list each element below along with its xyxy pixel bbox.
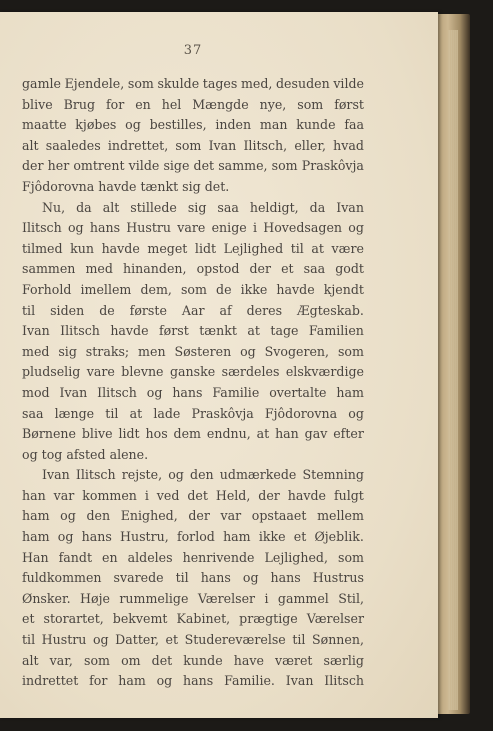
book-page-edge-texture <box>448 30 458 710</box>
text-line: til Hustru og Datter, et Studereværelse til Sønnen, <box>22 632 364 648</box>
text-line: Han fandt en aldeles henrivende Lejlighed, som <box>22 549 364 565</box>
text-line: saa længe til at lade Praskôvja Fjôdorovna og <box>22 405 364 421</box>
text-line: Nu, da alt stillede sig saa heldigt, da Ivan <box>42 199 364 215</box>
text-line: gamle Ejendele, som skulde tages med, desuden vilde <box>22 76 364 91</box>
text-line: Ilitsch og hans Hustru vare enige i Hovedsagen og <box>22 220 364 236</box>
text-line: han var kommen i ved det Held, der havde fulgt <box>22 487 364 503</box>
text-line: blive Brug for en hel Mængde nye, som først <box>22 96 364 112</box>
text-line: Fjôdorovna havde tænkt sig det. <box>22 178 230 194</box>
text-line: ham og den Enighed, der var opstaaet mellem <box>22 508 364 524</box>
text-line: et storartet, bekvemt Kabinet, prægtige Værelser <box>22 611 364 627</box>
text-line: Ønsker. Høje rummelige Værelser i gammel Stil, <box>22 590 364 606</box>
text-line: alt var, som om det kunde have været særlig <box>22 652 364 668</box>
text-line: tilmed kun havde meget lidt Lejlighed til at være <box>22 240 364 256</box>
text-body <box>22 74 364 692</box>
book-page <box>0 12 438 718</box>
text-line: maatte kjøbes og bestilles, inden man kunde faa <box>22 117 364 133</box>
text-line: Ivan Ilitsch havde først tænkt at tage Familien <box>22 323 364 339</box>
text-line: Ivan Ilitsch rejste, og den udmærkede Stemning <box>42 467 364 483</box>
text-line: Forhold imellem dem, som de ikke havde kjendt <box>22 281 364 297</box>
text-line: til siden de første Aar af deres Ægteskab. <box>22 302 364 318</box>
text-line: pludselig vare blevne ganske særdeles elskværdige <box>22 364 364 380</box>
text-line: der her omtrent vilde sige det samme, som Praskôvja <box>22 158 364 174</box>
text-line: Børnene blive lidt hos dem endnu, at han gav efter <box>22 426 364 442</box>
text-line: sammen med hinanden, opstod der et saa godt <box>22 261 364 277</box>
text-line: med sig straks; men Søsteren og Svogeren, som <box>22 343 364 359</box>
page-number: 37 <box>183 43 203 58</box>
text-line: og tog afsted alene. <box>22 446 149 462</box>
text-line: alt saaledes indrettet, som Ivan Ilitsch, eller, hvad <box>22 137 364 153</box>
text-line: indrettet for ham og hans Familie. Ivan Ilitsch <box>22 673 364 689</box>
text-line: ham og hans Hustru, forlod ham ikke et Øjeblik. <box>22 529 364 545</box>
text-line: fuldkommen svarede til hans og hans Hustrus <box>22 570 364 586</box>
text-line: mod Ivan Ilitsch og hans Familie overtalte ham <box>22 384 364 400</box>
